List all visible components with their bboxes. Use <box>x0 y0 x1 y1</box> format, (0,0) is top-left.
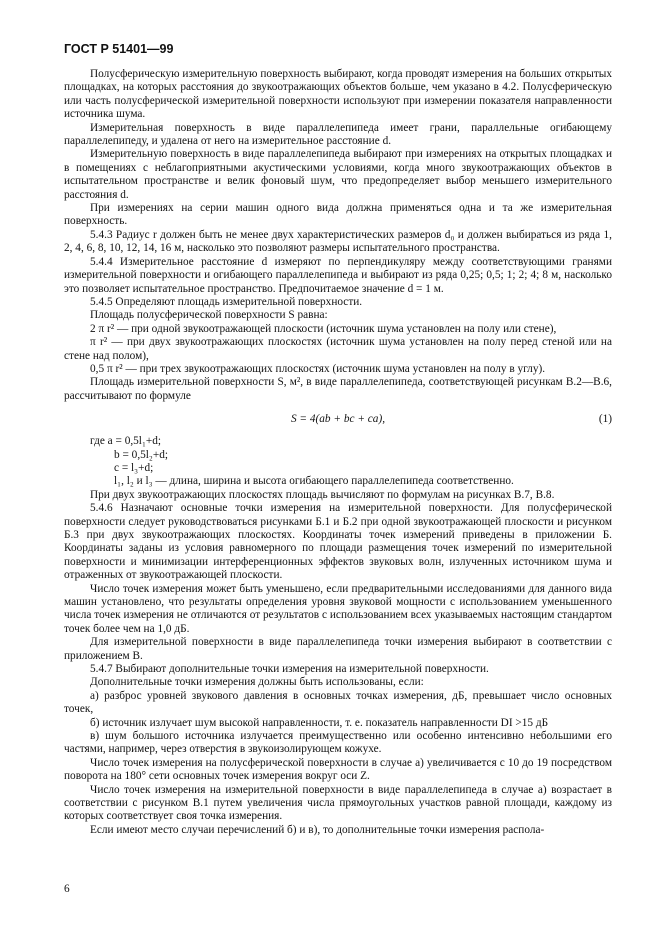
paragraph-5-4-3: 5.4.3 Радиус r должен быть не менее двух характеристических размеров d₀ и должен выбираться из ряда 1, 2, 4, 6, 8, 10, 12, 14, 16 м, насколько это позволяют размеры испытательного пространства. <box>64 228 612 255</box>
legend-line: где a = 0,5l₁+d; <box>90 435 162 448</box>
paragraph: 2 π r² — при одной звукоотражающей плоскости (источник шума установлен на полу или стене), <box>90 322 557 335</box>
formula-expression: S = 4(ab + bc + ca), <box>290 413 386 426</box>
paragraph: Площадь полусферической поверхности S равна: <box>90 309 328 322</box>
list-item-c: в) шум большого источника излучается преимущественно или особенно интенсивно небольшими его частями, например, через отверстия в звукоизолирующем кожухе. <box>64 730 612 756</box>
list-item-a: а) разброс уровней звукового давления в основных точках измерения, дБ, превышает число основных точек, <box>64 689 612 716</box>
paragraph: 0,5 π r² — при трех звукоотражающих плоскостях (источник шума установлен на полу в углу). <box>90 362 546 375</box>
paragraph-5-4-4: 5.4.4 Измерительное расстояние d измеряют по перпендикуляру между соответствующими гранями измерительной поверхности и огибающего параллелепипеда и выбирают из ряда 0,25; 0,5; 1; 2; 4; 8 м, насколько это позволяет испытательное пространство. Предпочитаемое значение d = 1 м. <box>64 255 612 295</box>
list-item-b: б) источник излучает шум высокой направленности, т. е. показатель направленности DI >15 дБ <box>90 716 549 729</box>
paragraph: Если имеют место случаи перечислений б) и в), то дополнительные точки измерения распола- <box>90 823 545 836</box>
paragraph: Дополнительные точки измерения должны быть использованы, если: <box>90 676 424 689</box>
legend-line: c = l₃+d; <box>114 461 154 474</box>
paragraph-5-4-5: 5.4.5 Определяют площадь измерительной поверхности. <box>90 295 363 308</box>
paragraph: Число точек измерения на измерительной поверхности в виде параллелепипеда в случае а) возрастает в соответствии с рисунком В.1 путем увеличения числа прямоугольных участков равной площади, каждому из которых соответствует своя точка измерения. <box>64 783 612 823</box>
paragraph: Число точек измерения может быть уменьшено, если предварительными исследованиями для данного вида машин установлено, что результаты определения уровня звуковой мощности с использованием уменьшенного числа точек измерения не отличаются от результатов с использованием всех указываемых настоящим стандартом точек более чем на 1,0 дБ. <box>64 582 612 635</box>
page-number: 6 <box>64 883 70 895</box>
paragraph-5-4-7: 5.4.7 Выбирают дополнительные точки измерения на измерительной поверхности. <box>90 663 489 675</box>
paragraph: При двух звукоотражающих плоскостях площадь вычисляют по формулам на рисунках В.7, В.8. <box>90 488 555 501</box>
formula-number: (1) <box>598 413 612 426</box>
paragraph: Число точек измерения на полусферической поверхности в случае а) увеличивается с 10 до 19 посредством поворота на 180° сети основных точек измерения вокруг оси Z. <box>64 756 612 783</box>
paragraph: Измерительную поверхность в виде параллелепипеда выбирают при измерениях на открытых площадках и в помещениях с неблагоприятными акустическими условиями, когда много звукоотражающих объектов в испытательном пространстве и велик фоновый шум, что предопределяет выбор меньшего измерительного расстояния d. <box>64 148 612 201</box>
paragraph: При измерениях на серии машин одного вида должна применяться одна и та же измерительная поверхность. <box>64 202 612 228</box>
paragraph: Для измерительной поверхности в виде параллелепипеда точки измерения выбирают в соответствии с приложением В. <box>64 636 612 662</box>
document-body <box>64 68 612 837</box>
legend-line: b = 0,5l₂+d; <box>114 448 169 461</box>
paragraph-5-4-6: 5.4.6 Назначают основные точки измерения на измерительной поверхности. Для полусферической поверхности следует руководствоваться рисунками Б.1 и Б.2 при одной звукоотражающей плоскости и рисунком Б.3 при двух звукоотражающих плоскостях. Координаты точек измерений приведены в приложении Б. Координаты заданы из условия равномерного по площади размещения точек измерений по измерительной поверхности и минимизации интерференционных эффектов звуковых волн, излученных источником шума и отраженных от звукоотражающей плоскости. <box>64 502 612 582</box>
legend-line: l₁, l₂ и l₃ — длина, ширина и высота огибающего параллелепипеда соответственно. <box>114 475 514 488</box>
paragraph: π r² — при двух звукоотражающих плоскостях (источник шума установлен на полу перед стеной или на стене над полом), <box>64 336 612 362</box>
formula-legend <box>64 435 612 489</box>
formula-block <box>64 405 612 435</box>
paragraph: Площадь измерительной поверхности S, м², в виде параллелепипеда, соответствующей рисункам В.2—В.6, рассчитывают по формуле <box>64 376 612 402</box>
document-header: ГОСТ Р 51401—99 <box>64 42 174 56</box>
paragraph: Полусферическую измерительную поверхность выбирают, когда проводят измерения на больших открытых площадках, на которых расстояния до звукоотражающих объектов больше, чем указано в 4.2. Полусферическую или часть полусферической измерительной поверхности используют при измерении показателя направленности источника шума. <box>64 68 612 121</box>
paragraph: Измерительная поверхность в виде параллелепипеда имеет грани, параллельные огибающему параллелепипеду, и удалена от него на измерительное расстояние d. <box>64 121 612 148</box>
